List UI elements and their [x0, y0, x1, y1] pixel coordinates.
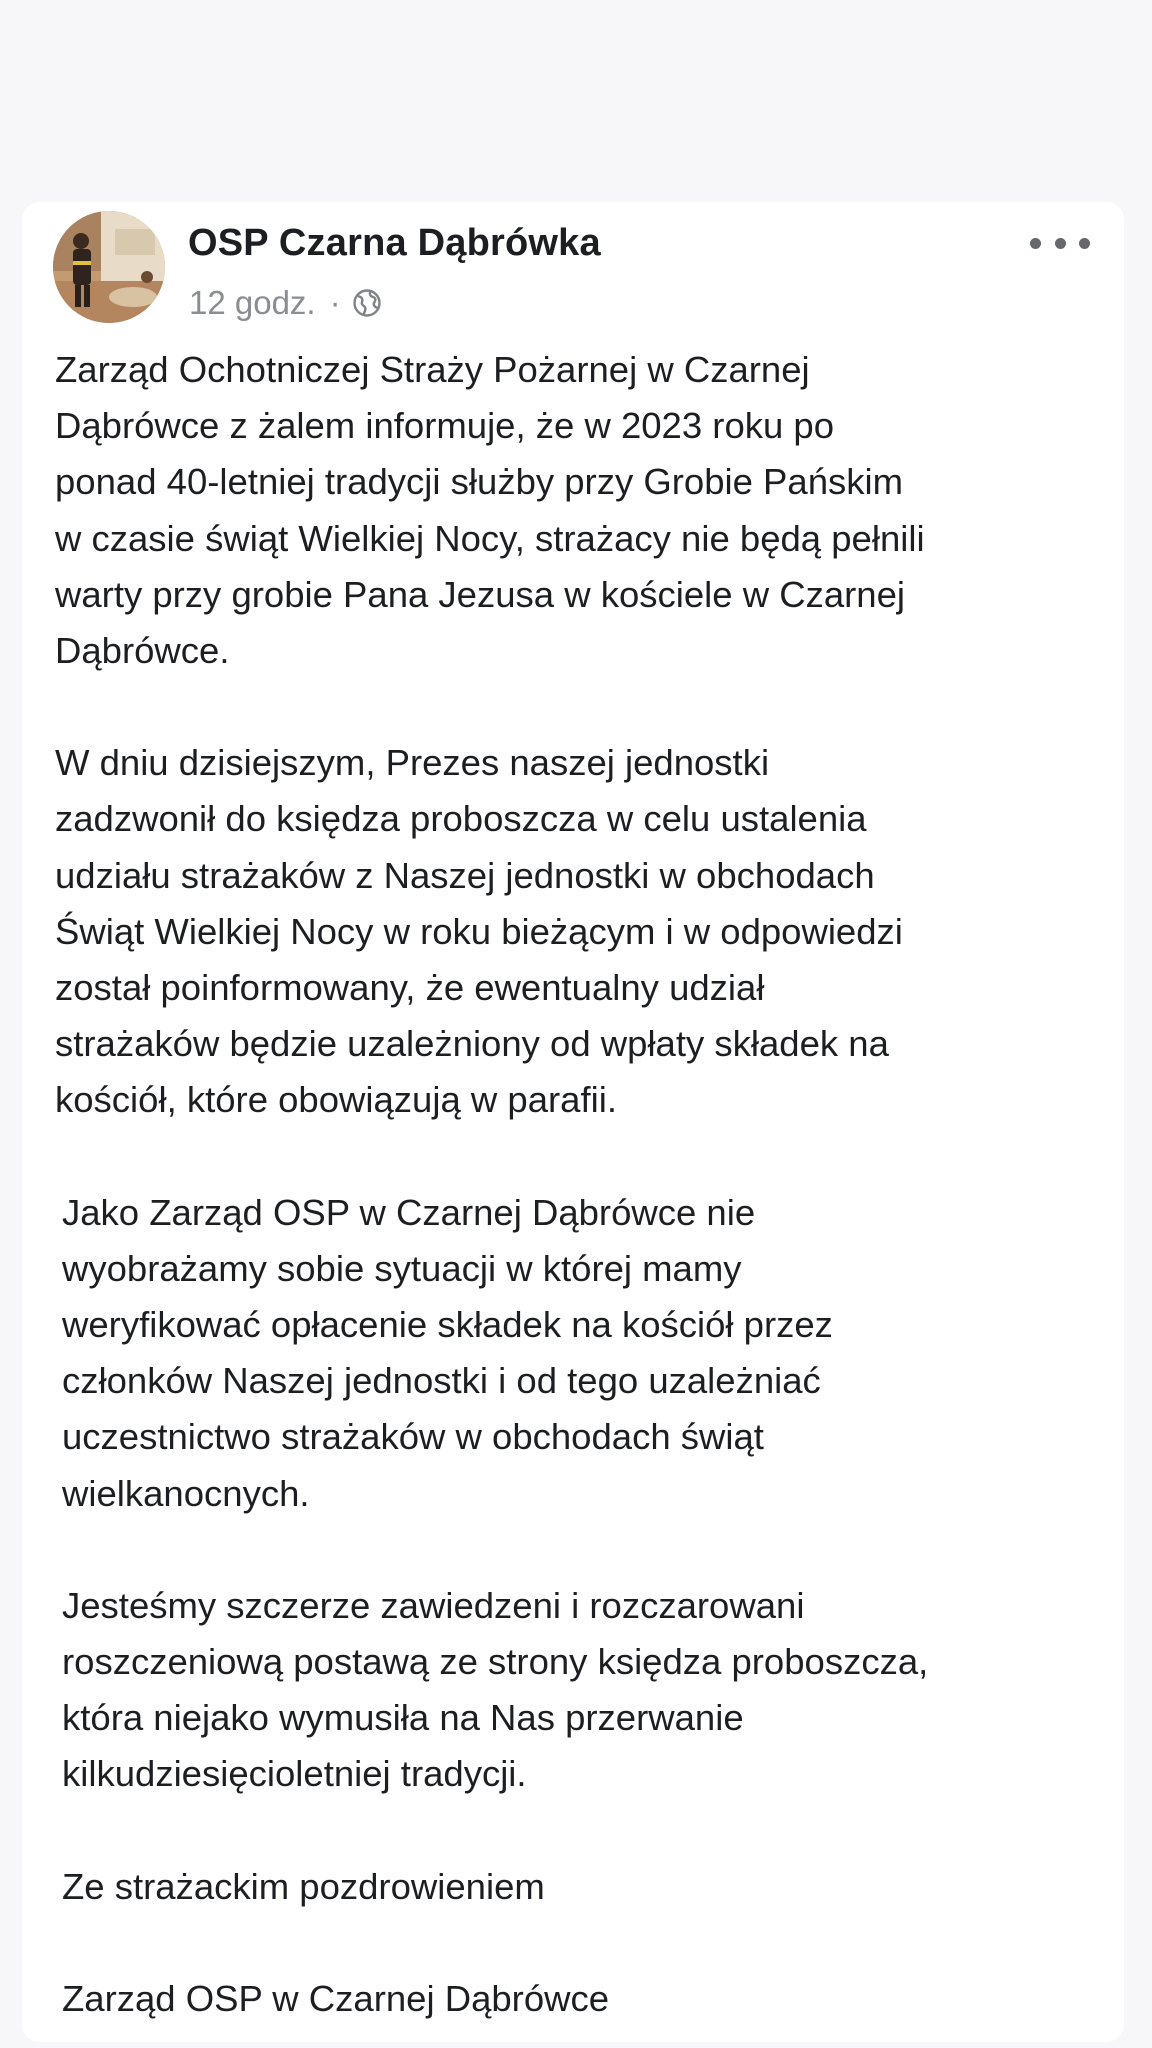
more-options-icon[interactable]: [1030, 228, 1090, 258]
page-avatar[interactable]: [53, 211, 165, 323]
meta-separator: ·: [329, 284, 341, 321]
post-meta: [189, 284, 383, 322]
post-card: [22, 202, 1124, 2042]
post-paragraph-6: Zarząd OSP w Czarnej Dąbrówce: [62, 1977, 610, 2019]
more-dot: [1055, 238, 1066, 249]
post-paragraph-1: Zarząd Ochotniczej Straży Pożarnej w Czarnej Dąbrówce z żalem informuje, że w 2023 roku po ponad 40-letniej tradycji służby przy Grobie Pańskim w czasie świąt Wielkiej Nocy, strażacy nie będą pełnili warty przy grobie Pana Jezusa w kościele w Czarnej Dąbrówce.: [55, 349, 925, 672]
more-dot: [1030, 238, 1041, 249]
post-paragraph-4: Jesteśmy szczerze zawiedzeni i rozczarowani roszczeniową postawą ze strony księdza proboszcza, która niejako wymusiła na Nas przerwanie kilkudziesięcioletniej tradycji.: [62, 1584, 929, 1795]
globe-icon[interactable]: [351, 287, 383, 319]
page-name[interactable]: OSP Czarna Dąbrówka: [188, 222, 601, 264]
post-paragraph-5: Ze strażackim pozdrowieniem: [62, 1865, 545, 1907]
post-text: [55, 342, 1115, 2027]
post-paragraph-3: Jako Zarząd OSP w Czarnej Dąbrówce nie wyobrażamy sobie sytuacji w której mamy weryfikować opłacenie składek na kościół przez członków Naszej jednostki i od tego uzależniać uczestnictwo strażaków w obchodach świąt wielkanocnych.: [62, 1191, 833, 1514]
post-paragraph-2: W dniu dzisiejszym, Prezes naszej jednostki zadzwonił do księdza proboszcza w celu ustalenia udziału strażaków z Naszej jednostki w obchodach Świąt Wielkiej Nocy w roku bieżącym i w odpowiedzi został poinformowany, że ewentualny udział strażaków będzie uzależniony od wpłaty składek na kościół, które obowiązują w parafii.: [55, 742, 903, 1121]
more-dot: [1079, 238, 1090, 249]
post-timestamp[interactable]: 12 godz.: [189, 284, 316, 321]
